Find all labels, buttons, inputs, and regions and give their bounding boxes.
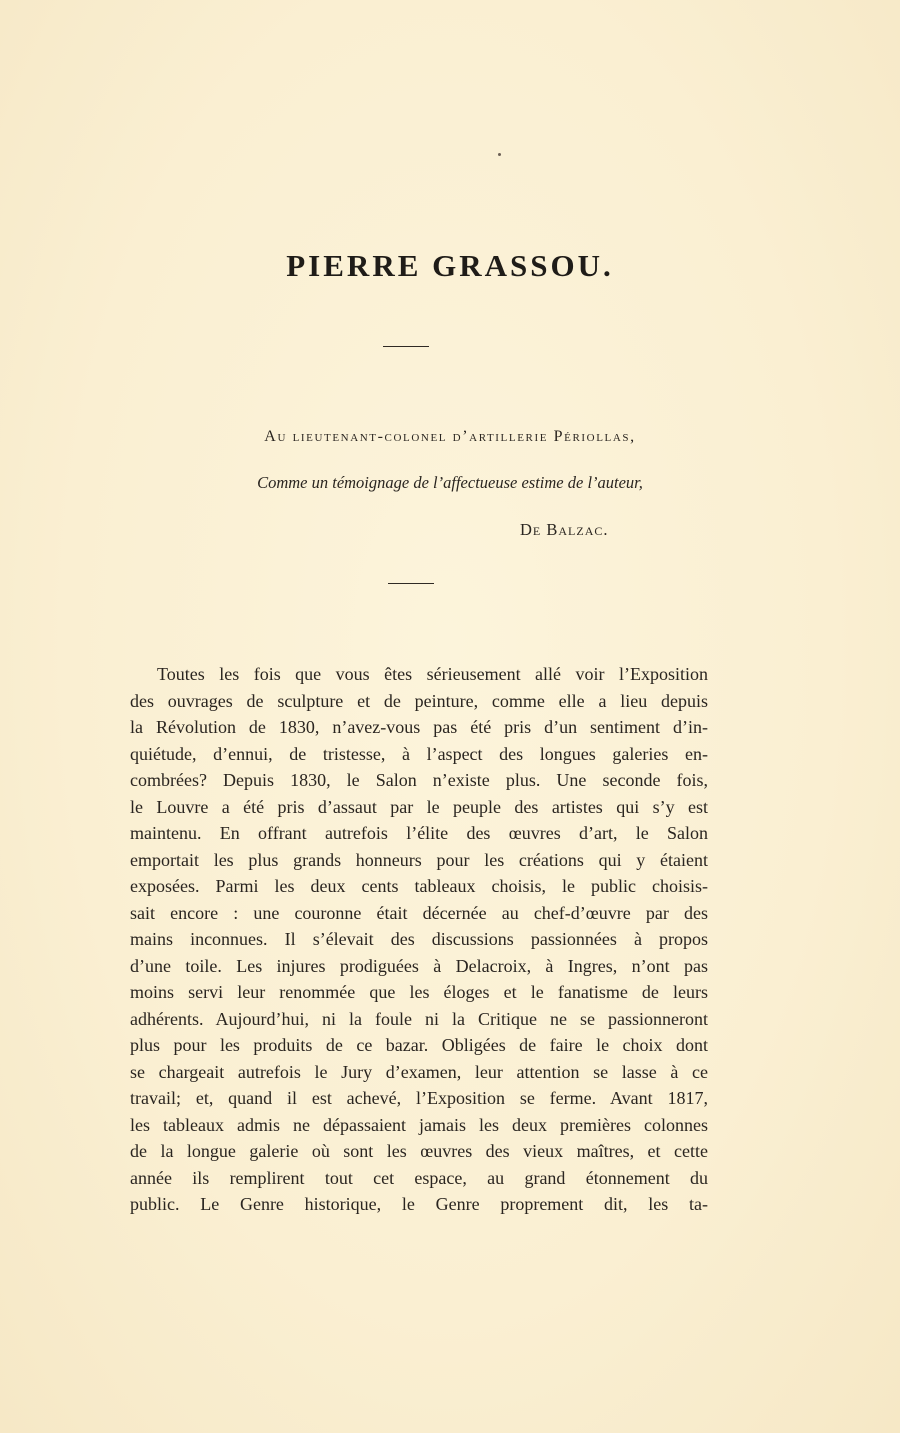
dedication-subline: Comme un témoignage de l’affectueuse estime de l’auteur,	[257, 473, 643, 492]
ink-speck	[498, 153, 501, 156]
author-signature: De Balzac.	[520, 520, 609, 539]
text-line: exposées. Parmi les deux cents tableaux choisis, le public choisis-	[130, 876, 708, 896]
text-line: la Révolution de 1830, n’avez-vous pas été pris d’un sentiment d’in-	[130, 717, 708, 737]
text-line: plus pour les produits de ce bazar. Obligées de faire le choix dont	[130, 1035, 708, 1055]
text-line: les tableaux admis ne dépassaient jamais les deux premières colonnes	[130, 1114, 708, 1135]
text-line: d’une toile. Les injures prodiguées à Delacroix, à Ingres, n’ont pas	[130, 955, 708, 976]
text-line: sait encore : une couronne était décernée au chef-d’œuvre par des	[130, 902, 708, 923]
text-line: se chargeait autrefois le Jury d’examen, leur attention se lasse à ce	[130, 1061, 708, 1082]
text-line: moins servi leur renommée que les éloges et le fanatisme de leurs	[130, 982, 708, 1002]
body-paragraph	[130, 661, 708, 1218]
text-line: le Louvre a été pris d’assaut par le peuple des artistes qui s’y est	[130, 796, 708, 817]
text-line: de la longue galerie où sont les œuvres des vieux maîtres, et cette	[130, 1141, 708, 1161]
text-line: combrées? Depuis 1830, le Salon n’existe plus. Une seconde fois,	[130, 770, 708, 790]
text-line: emportait les plus grands honneurs pour les créations qui y étaient	[130, 849, 708, 870]
text-line: quiétude, d’ennui, de tristesse, à l’aspect des longues galeries en-	[130, 743, 708, 764]
text-line: Toutes les fois que vous êtes sérieusement allé voir l’Exposition	[157, 664, 708, 684]
dedication-divider	[388, 583, 434, 584]
title-divider	[383, 346, 429, 347]
text-line: travail; et, quand il est achevé, l’Exposition se ferme. Avant 1817,	[130, 1088, 708, 1108]
text-line: adhérents. Aujourd’hui, ni la foule ni la Critique ne se passionneront	[130, 1008, 708, 1029]
text-line: année ils remplirent tout cet espace, au grand étonnement du	[130, 1167, 708, 1188]
text-line: des ouvrages de sculpture et de peinture, comme elle a lieu depuis	[130, 690, 708, 711]
text-line: mains inconnues. Il s’élevait des discussions passionnées à propos	[130, 929, 708, 949]
text-line: maintenu. En offrant autrefois l’élite des œuvres d’art, le Salon	[130, 823, 708, 843]
dedication-line: Au lieutenant-colonel d’artillerie Périollas,	[264, 428, 636, 445]
story-title: PIERRE GRASSOU.	[286, 248, 614, 283]
text-line: public. Le Genre historique, le Genre proprement dit, les ta-	[130, 1194, 708, 1214]
